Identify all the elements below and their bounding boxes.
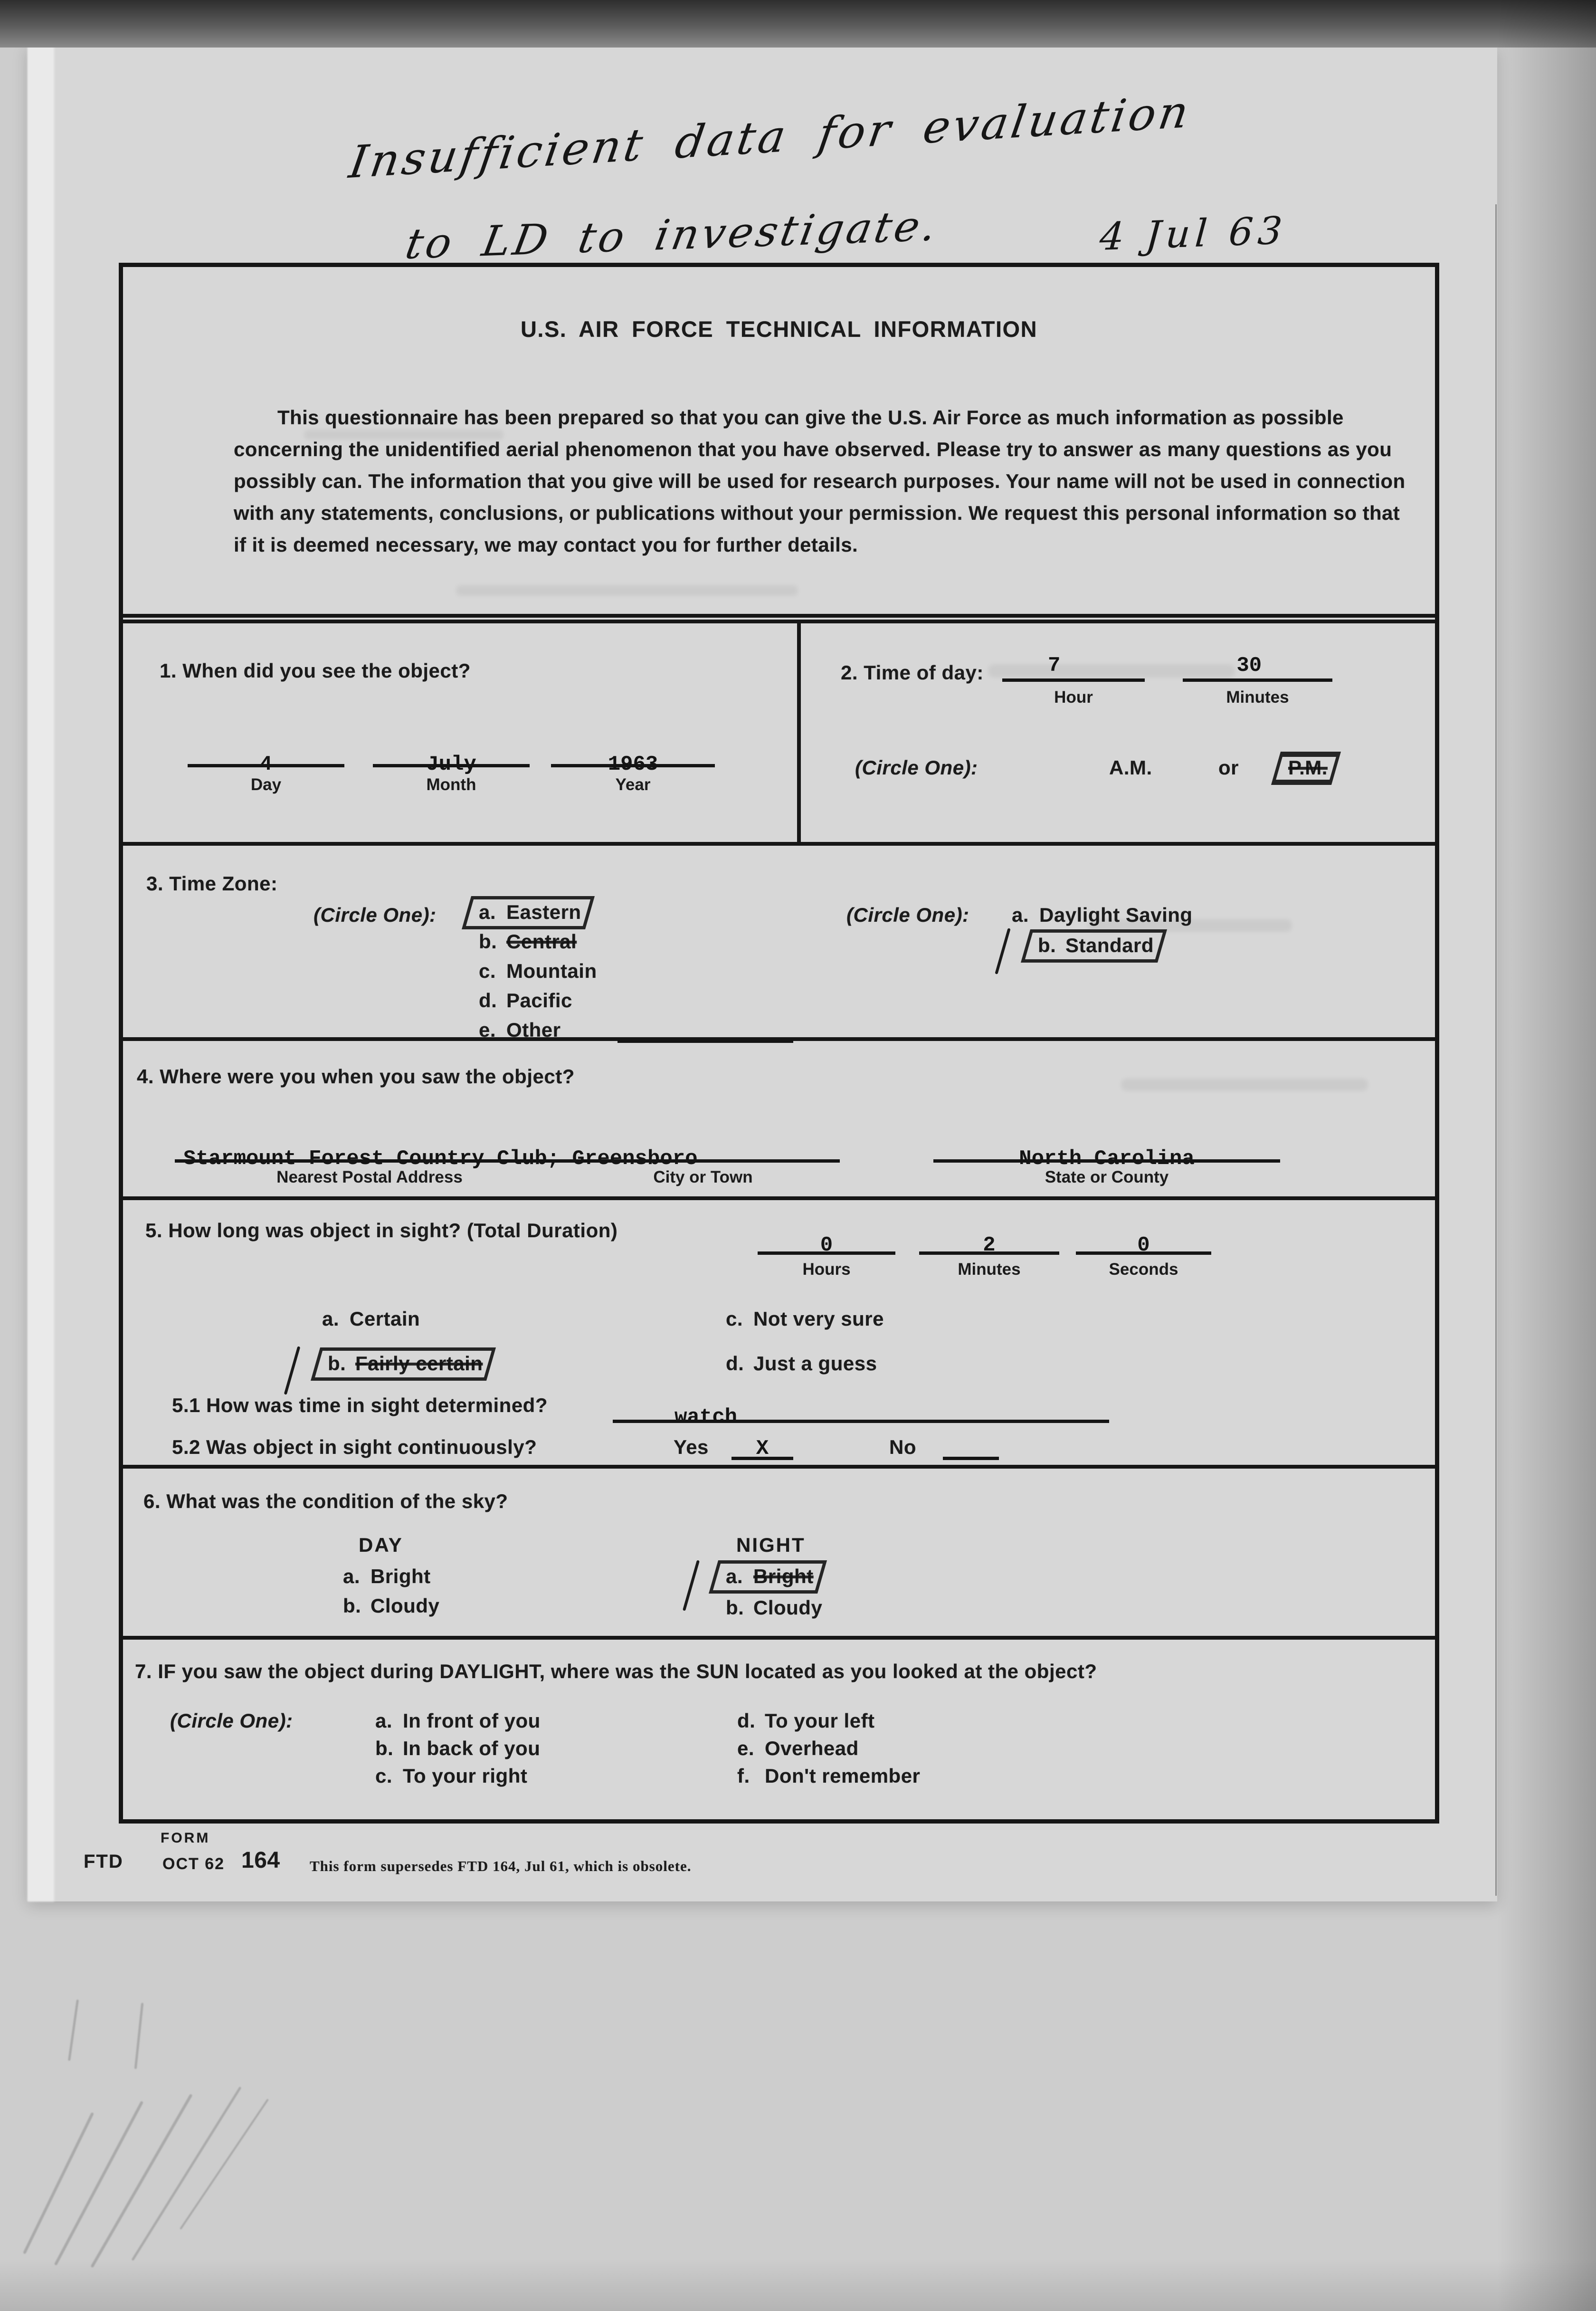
q6-night-bright-circled-mark: a. Bright xyxy=(726,1565,814,1587)
handwritten-date: 4 Jul 63 xyxy=(1098,208,1289,259)
q2-hour-caption: Hour xyxy=(1054,688,1093,707)
q4-label: 4. Where were you when you saw the object? xyxy=(137,1065,575,1088)
q1-day-value: 4 xyxy=(259,753,273,776)
q4-state-caption: State or County xyxy=(1045,1168,1169,1186)
q3-option-mountain: c. Mountain xyxy=(479,960,597,982)
q5-2-yes-mark: X xyxy=(756,1437,769,1461)
q1-year-caption: Year xyxy=(615,775,651,794)
q3-option-pacific: d. Pacific xyxy=(479,989,572,1012)
q5-label: 5. How long was object in sight? (Total Duration) xyxy=(145,1219,618,1241)
q4-state-value: North Carolina xyxy=(1019,1147,1195,1171)
q5-option-certain: a. Certain xyxy=(322,1308,420,1330)
q6-label: 6. What was the condition of the sky? xyxy=(143,1490,508,1512)
q3-option-other: e. Other xyxy=(479,1019,561,1041)
form-intro-paragraph: This questionnaire has been prepared so that you can give the U.S. Air Force as much information as possible concerning the unidentified aerial phenomenon that you have observed. Please try to answer as many questions as you possibly can. The information that you give will be used for research purposes. Your name will not be used in connection with any statements, conclusions, or publications without your permission. We request this personal information so that if it is deemed necessary, we may contact you for further details. xyxy=(234,406,1406,556)
q5-2-no-label: No xyxy=(889,1436,916,1458)
q7-option-in-back: b. In back of you xyxy=(375,1737,541,1759)
q5-1-label: 5.1 How was time in sight determined? xyxy=(172,1394,548,1416)
q4-address-value: Starmount Forest Country Club; Greensboro xyxy=(183,1147,698,1171)
q5-hours-value: 0 xyxy=(820,1233,833,1257)
footer-form-number: 164 xyxy=(241,1848,280,1873)
q7-label: 7. IF you saw the object during DAYLIGHT, where was the SUN located as you looked at the object? xyxy=(135,1660,1097,1682)
q2-minutes-value: 30 xyxy=(1236,654,1262,678)
form-title: U.S. AIR FORCE TECHNICAL INFORMATION xyxy=(520,316,1038,342)
q3-eastern-circled-mark: a. Eastern xyxy=(479,901,581,923)
q5-1-answer-value: watch xyxy=(674,1405,738,1429)
footer-supersedes-note: This form supersedes FTD 164, Jul 61, which is obsolete. xyxy=(310,1858,692,1874)
q4-postal-caption: Nearest Postal Address xyxy=(276,1168,463,1186)
q7-option-dont-remember: f. Don't remember xyxy=(737,1765,921,1787)
q5-2-label: 5.2 Was object in sight continuously? xyxy=(172,1436,537,1458)
q7-option-to-left: d. To your left xyxy=(737,1709,875,1732)
q2-hour-value: 7 xyxy=(1048,654,1061,678)
q3-option-central: b. Central xyxy=(479,930,577,953)
q6-day-option-bright: a. Bright xyxy=(343,1565,431,1587)
q3-option-daylight-saving: a. Daylight Saving xyxy=(1012,904,1193,926)
q3-label: 3. Time Zone: xyxy=(146,872,278,895)
q2-label: 2. Time of day: xyxy=(841,661,984,684)
q6-day-header: DAY xyxy=(359,1534,403,1556)
q3-circle-one-label: (Circle One): xyxy=(314,904,437,926)
q2-circle-one-label: (Circle One): xyxy=(855,756,978,779)
q5-option-not-very-sure: c. Not very sure xyxy=(726,1308,884,1330)
q5-fairly-certain-circled-mark: b. Fairly certain xyxy=(328,1352,483,1375)
q1-label: 1. When did you see the object? xyxy=(160,659,471,682)
q7-circle-one-label: (Circle One): xyxy=(170,1709,293,1732)
q5-seconds-value: 0 xyxy=(1137,1233,1150,1257)
q1-year-value: 1963 xyxy=(608,753,658,776)
q3-standard-circled-mark: b. Standard xyxy=(1038,934,1154,956)
q1-month-value: July xyxy=(426,753,476,776)
q6-night-option-cloudy: b. Cloudy xyxy=(726,1596,823,1619)
footer-date-code: OCT 62 xyxy=(162,1855,225,1873)
q7-option-overhead: e. Overhead xyxy=(737,1737,859,1759)
q6-night-header: NIGHT xyxy=(736,1534,806,1556)
q5-seconds-caption: Seconds xyxy=(1109,1260,1178,1279)
handwritten-note-line2: to LD to investigate. xyxy=(402,201,943,268)
q2-am-option: A.M. xyxy=(1109,756,1152,779)
q2-minutes-caption: Minutes xyxy=(1226,688,1289,707)
q5-option-just-a-guess: d. Just a guess xyxy=(726,1352,877,1375)
q5-minutes-caption: Minutes xyxy=(958,1260,1021,1279)
footer-form-word: FORM xyxy=(161,1830,210,1846)
q1-day-caption: Day xyxy=(250,775,282,794)
q5-minutes-value: 2 xyxy=(983,1233,996,1257)
q6-day-option-cloudy: b. Cloudy xyxy=(343,1595,440,1617)
q7-option-to-right: c. To your right xyxy=(375,1765,528,1787)
q4-city-caption: City or Town xyxy=(653,1168,753,1186)
q5-2-yes-label: Yes xyxy=(674,1436,709,1458)
q7-option-in-front: a. In front of you xyxy=(375,1709,541,1732)
q2-pm-circled-mark: P.M. xyxy=(1288,756,1328,779)
q2-or-label: or xyxy=(1218,756,1239,779)
q3-right-circle-one-label: (Circle One): xyxy=(846,904,969,926)
q1-month-caption: Month xyxy=(426,775,476,794)
q5-hours-caption: Hours xyxy=(802,1260,851,1279)
handwritten-note-line1: Insufficient data for evaluation xyxy=(346,86,1195,189)
footer-ftd: FTD xyxy=(84,1851,124,1872)
